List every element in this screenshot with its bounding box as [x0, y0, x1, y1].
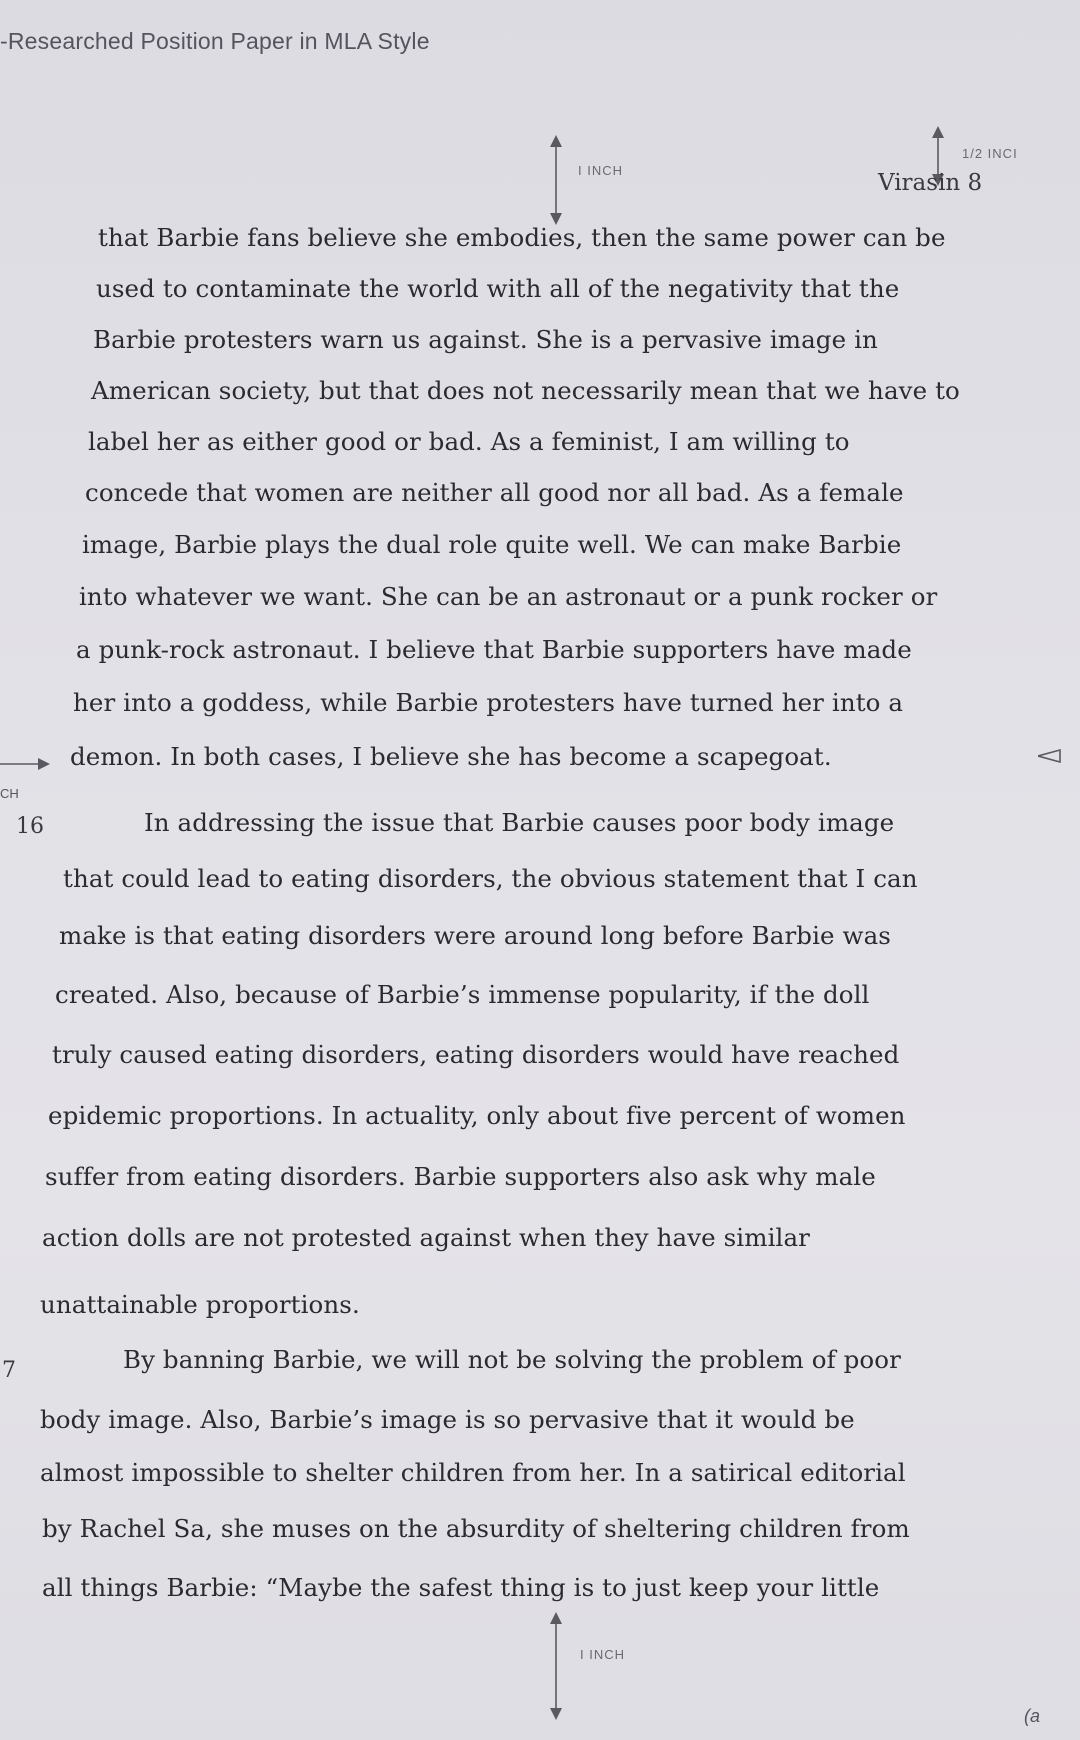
top-margin-label: I INCH	[578, 163, 623, 178]
text-line: By banning Barbie, we will not be solving the problem of poor	[123, 1345, 901, 1374]
text-line: created. Also, because of Barbie’s immense popularity, if the doll	[55, 980, 870, 1009]
text-line: into whatever we want. She can be an astronaut or a punk rocker or	[79, 582, 938, 611]
text-line: American society, but that does not necessarily mean that we have to	[91, 376, 960, 405]
text-line: by Rachel Sa, she muses on the absurdity of sheltering children from	[42, 1514, 910, 1543]
text-line: concede that women are neither all good nor all bad. As a female	[85, 478, 904, 507]
bottom-margin-arrow-icon	[548, 1612, 564, 1720]
bottom-margin-label: I INCH	[580, 1647, 625, 1662]
top-margin-arrow-icon	[548, 135, 564, 225]
text-line: a punk-rock astronaut. I believe that Barbie supporters have made	[76, 635, 912, 664]
text-line: In addressing the issue that Barbie causes poor body image	[144, 808, 895, 837]
text-line: label her as either good or bad. As a feminist, I am willing to	[88, 427, 850, 456]
header-margin-label: 1/2 INCI	[962, 146, 1018, 161]
text-line: demon. In both cases, I believe she has become a scapegoat.	[70, 742, 832, 771]
text-line: her into a goddess, while Barbie protesters have turned her into a	[73, 688, 904, 717]
text-line: suffer from eating disorders. Barbie supporters also ask why male	[45, 1162, 876, 1191]
text-line: truly caused eating disorders, eating disorders would have reached	[52, 1040, 900, 1069]
text-line: make is that eating disorders were around long before Barbie was	[59, 921, 891, 950]
paragraph-number: 16	[16, 814, 44, 839]
text-line: all things Barbie: “Maybe the safest thing is to just keep your little	[42, 1573, 880, 1602]
text-line: action dolls are not protested against when they have similar	[42, 1223, 810, 1252]
paragraph-number: 7	[2, 1358, 16, 1383]
left-margin-arrow-icon	[0, 756, 50, 772]
corner-annotation: (a	[1024, 1706, 1041, 1726]
document-header-title: -Researched Position Paper in MLA Style	[0, 28, 430, 54]
running-head-page-number: Virasin 8	[878, 170, 983, 196]
text-line: epidemic proportions. In actuality, only about five percent of women	[48, 1101, 906, 1130]
text-line: used to contaminate the world with all of the negativity that the	[96, 274, 900, 303]
right-margin-arrow-icon	[1038, 748, 1064, 764]
text-line: image, Barbie plays the dual role quite well. We can make Barbie	[82, 530, 902, 559]
text-line: that Barbie fans believe she embodies, then the same power can be	[98, 223, 946, 252]
left-margin-label: CH	[0, 786, 19, 801]
text-line: that could lead to eating disorders, the obvious statement that I can	[63, 864, 918, 893]
text-line: Barbie protesters warn us against. She is a pervasive image in	[93, 325, 878, 354]
text-line: body image. Also, Barbie’s image is so pervasive that it would be	[40, 1405, 855, 1434]
text-line: almost impossible to shelter children from her. In a satirical editorial	[40, 1458, 906, 1487]
text-line: unattainable proportions.	[40, 1290, 360, 1319]
